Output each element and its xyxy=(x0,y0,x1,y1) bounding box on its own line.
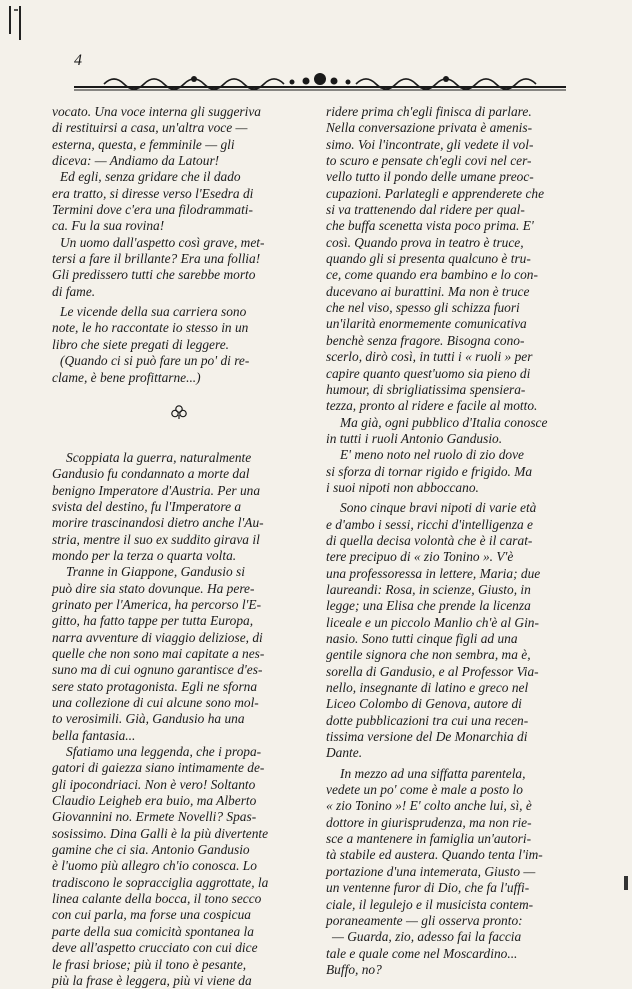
text-line: benigno Imperatore d'Austria. Per una xyxy=(52,482,261,498)
text-line: Un uomo dall'aspetto così grave, met- xyxy=(60,234,265,250)
text-line: svista del destino, fu l'Imperatore a xyxy=(52,498,242,514)
right-paragraph-3 xyxy=(326,447,582,496)
text-line: clame, è bene profittarne...) xyxy=(52,369,201,385)
text-line: to verosimili. Già, Gandusio ha una xyxy=(52,711,245,727)
left-paragraph-3 xyxy=(52,235,306,300)
right-paragraph-1 xyxy=(326,104,582,415)
text-line: Liceo Colombo di Genova, autore di xyxy=(326,696,522,712)
text-line: dotte pubblicazioni tra cui una recen- xyxy=(326,712,529,728)
left-paragraph-2 xyxy=(52,169,306,234)
text-line: benchè senza fragore. Bisogna cono- xyxy=(326,332,525,348)
text-line: diceva: — Andiamo da Latour! xyxy=(52,153,220,169)
text-line: di restituirsi a casa, un'altra voce — xyxy=(52,120,248,136)
text-line: gentile signora che non sembra, ma è, xyxy=(326,647,531,663)
text-line: bella fantasia... xyxy=(52,727,136,743)
right-paragraph-5 xyxy=(326,766,582,929)
text-line: vedete un po' come è male a posto lo xyxy=(326,782,523,798)
text-line: stria, mentre il suo ex suddito girava il xyxy=(52,531,260,547)
text-line: grinato per l'America, ha percorso l'E- xyxy=(52,596,262,612)
text-line: humour, di sbrigliatissima spensiera- xyxy=(326,381,526,397)
text-line: E' meno noto nel ruolo di zio dove xyxy=(340,447,524,463)
text-line: laureandi: Rosa, in scienze, Giusto, in xyxy=(326,581,531,597)
text-line: le frasi briose; più il tono è pesante, xyxy=(52,956,247,972)
text-line: tradiscono le sopracciglia aggrottate, la xyxy=(52,874,269,890)
text-line: ca. Fu la sua rovina! xyxy=(52,218,165,234)
text-line: ducevano ai burattini. Ma non è truce xyxy=(326,283,530,299)
text-line: tà stabile ed austera. Quando tenta l'im- xyxy=(326,847,543,863)
text-line: può dire sia stato dovunque. Ha pere- xyxy=(52,580,255,596)
left-paragraph-1 xyxy=(52,104,306,169)
text-line: simo. Voi l'incontrate, gli vedete il vol- xyxy=(326,136,534,152)
text-line: vello tutto il pondo delle umane preoc- xyxy=(326,169,534,185)
text-line: legge; una Elisa che prende la licenza xyxy=(326,598,531,614)
text-line: narra avventure di viaggio deliziose, di xyxy=(52,629,263,645)
text-line: quelle che non sono mai capitate a nes- xyxy=(52,645,265,661)
text-line: morire trascinandosi dietro anche l'Au- xyxy=(52,515,264,531)
left-paragraph-8 xyxy=(52,744,306,989)
page-edge-mark-right xyxy=(624,876,628,890)
text-line: parte della sua comicità spontanea la xyxy=(52,923,254,939)
text-line: tere precipuo di « zio Tonino ». V'è xyxy=(326,549,514,565)
text-line: i suoi nipoti non abboccano. xyxy=(326,479,479,495)
text-line: liceale e un piccolo Manlio ch'è al Gin- xyxy=(326,614,539,630)
text-line: ce, come quando era bambino e lo con- xyxy=(326,267,538,283)
text-line: Ma già, ogni pubblico d'Italia conosce xyxy=(340,414,548,430)
text-line: portazione d'una intemerata, Giusto — xyxy=(326,863,536,879)
text-line: Ed egli, senza gridare che il dado xyxy=(60,169,241,185)
left-text-column xyxy=(52,104,306,989)
text-line: Gandusio fu condannato a morte dal xyxy=(52,466,250,482)
text-line: una professoressa in lettere, Maria; due xyxy=(326,565,541,581)
text-line: così. Quando prova in teatro è truce, xyxy=(326,234,524,250)
text-line: Claudio Leigheb era buio, ma Alberto xyxy=(52,793,257,809)
text-line: — Guarda, zio, adesso fai la faccia xyxy=(332,929,522,945)
page-edge-mark xyxy=(6,4,26,44)
text-line: note, le ho raccontate io stesso in un xyxy=(52,320,249,336)
right-paragraph-4 xyxy=(326,500,582,762)
right-text-column xyxy=(326,104,582,978)
text-line: si sforza di tornar rigido e frigido. Ma xyxy=(326,463,533,479)
text-line: scerlo, dirò così, in tutti i « ruoli » per xyxy=(326,349,533,365)
section-separator xyxy=(52,404,306,420)
text-line: con cui parla, ma forse una cospicua xyxy=(52,907,251,923)
text-line: sorella di Gandusio, e al Professor Via- xyxy=(326,663,539,679)
text-line: ciale, il legulejo e il musicista contem- xyxy=(326,896,534,912)
text-line: si va trattenendo dal ridere per qual- xyxy=(326,202,525,218)
text-line: Dante. xyxy=(326,745,363,761)
text-line: nello, insegnante di latino e greco nel xyxy=(326,680,529,696)
page-number: 4 xyxy=(74,52,82,69)
text-line: che nel viso, spesso gli schizza fuori xyxy=(326,300,520,316)
right-paragraph-6 xyxy=(326,929,582,978)
text-line: Sono cinque bravi nipoti di varie età xyxy=(340,500,537,516)
text-line: gitto, ha fatto tappe per tutta Europa, xyxy=(52,613,254,629)
text-line: tissima versione del De Monarchia di xyxy=(326,729,528,745)
left-paragraph-5 xyxy=(52,353,306,386)
text-line: tersi a fare il brillante? Era una follia! xyxy=(52,251,261,267)
text-line: sce a mantenere in famiglia un'autori- xyxy=(326,831,532,847)
left-paragraph-6 xyxy=(52,450,306,564)
text-line: una collezione di cui alcune sono mol- xyxy=(52,695,259,710)
decorative-ornament-band xyxy=(74,70,566,92)
text-line: Buffo, no? xyxy=(326,961,382,977)
text-line: nasio. Sono tutti cinque figli ad una xyxy=(326,631,518,646)
text-line: Termini dove c'era una filodrammati- xyxy=(52,202,253,218)
text-line: suno ma di cui ognuno garantisce d'es- xyxy=(52,662,263,678)
text-line: sere stato protagonista. Egli ne sforna xyxy=(52,678,258,694)
text-line: cupazioni. Parlategli e apprenderete che xyxy=(326,185,545,201)
text-line: tale e quale come nel Moscardino... xyxy=(326,945,518,961)
text-line: mondo per la terza o quarta volta. xyxy=(52,547,237,563)
text-line: In mezzo ad una siffatta parentela, xyxy=(340,765,526,781)
text-line: che buffa scenetta vista poco prima. E' xyxy=(326,218,534,234)
text-line: libro che siete pregati di leggere. xyxy=(52,336,230,352)
right-paragraph-2 xyxy=(326,415,582,448)
text-line: vocato. Una voce interna gli suggeriva xyxy=(52,104,261,119)
text-line: deve all'aspetto crucciato con cui dice xyxy=(52,940,258,956)
text-line: un'ilarità enormemente comunicativa xyxy=(326,316,527,332)
text-line: gamine che ci sia. Antonio Gandusio xyxy=(52,842,250,858)
text-line: Gli predissero tutti che sarebbe morto xyxy=(52,267,256,283)
text-line: capire quanto quest'uomo sia pieno di xyxy=(326,365,531,381)
text-line: esterna, questa, e femminile — gli xyxy=(52,136,235,152)
text-line: poraneamente — gli osserva pronto: xyxy=(326,912,523,928)
text-line: Giovannini no. Ermete Novelli? Spas- xyxy=(52,809,257,825)
text-line: un ventenne furor di Dio, che fa l'uffi- xyxy=(326,880,530,896)
text-line: era tratto, si diresse verso l'Esedra di xyxy=(52,185,254,201)
left-paragraph-4 xyxy=(52,304,306,353)
text-line: Nella conversazione privata è amenis- xyxy=(326,120,533,136)
text-line: Scoppiata la guerra, naturalmente xyxy=(66,449,252,465)
text-line: to scuro e pensate ch'egli covi nel cer- xyxy=(326,153,532,169)
text-line: linea calante della bocca, il tono secco xyxy=(52,891,262,907)
text-line: Tranne in Giappone, Gandusio si xyxy=(66,564,245,580)
text-line: tezza, pronto al ridere e facile al motto. xyxy=(326,398,538,414)
text-line: gatori di gaiezza siano intimamente de- xyxy=(52,760,265,776)
text-line: ridere prima ch'egli finisca di parlare. xyxy=(326,104,532,119)
text-line: dottore in giurisprudenza, ma non rie- xyxy=(326,814,532,830)
text-line: Sfatiamo una leggenda, che i propa- xyxy=(66,744,262,760)
text-line: è l'uomo più allegro ch'io conosca. Lo xyxy=(52,858,257,874)
text-line: più la frase è leggera, più vi viene da xyxy=(52,972,252,988)
text-line: in tutti i ruoli Antonio Gandusio. xyxy=(326,430,503,446)
text-line: gli ipocondriaci. Non è vero! Soltanto xyxy=(52,776,256,792)
text-line: sosissimo. Dina Galli è la più divertente xyxy=(52,825,269,841)
text-line: (Quando ci si può fare un po' di re- xyxy=(60,353,250,369)
text-line: di fame. xyxy=(52,283,96,299)
text-line: e d'ambo i sessi, ricchi d'intelligenza e xyxy=(326,516,533,532)
left-paragraph-7 xyxy=(52,564,306,744)
text-line: « zio Tonino »! E' colto anche lui, sì, è xyxy=(326,798,532,814)
text-line: di quella decisa volontà che è il carat- xyxy=(326,532,533,548)
text-line: quando gli si presenta qualcuno è tru- xyxy=(326,251,531,267)
clover-ornament-icon xyxy=(170,404,188,420)
text-line: Le vicende della sua carriera sono xyxy=(60,304,247,320)
